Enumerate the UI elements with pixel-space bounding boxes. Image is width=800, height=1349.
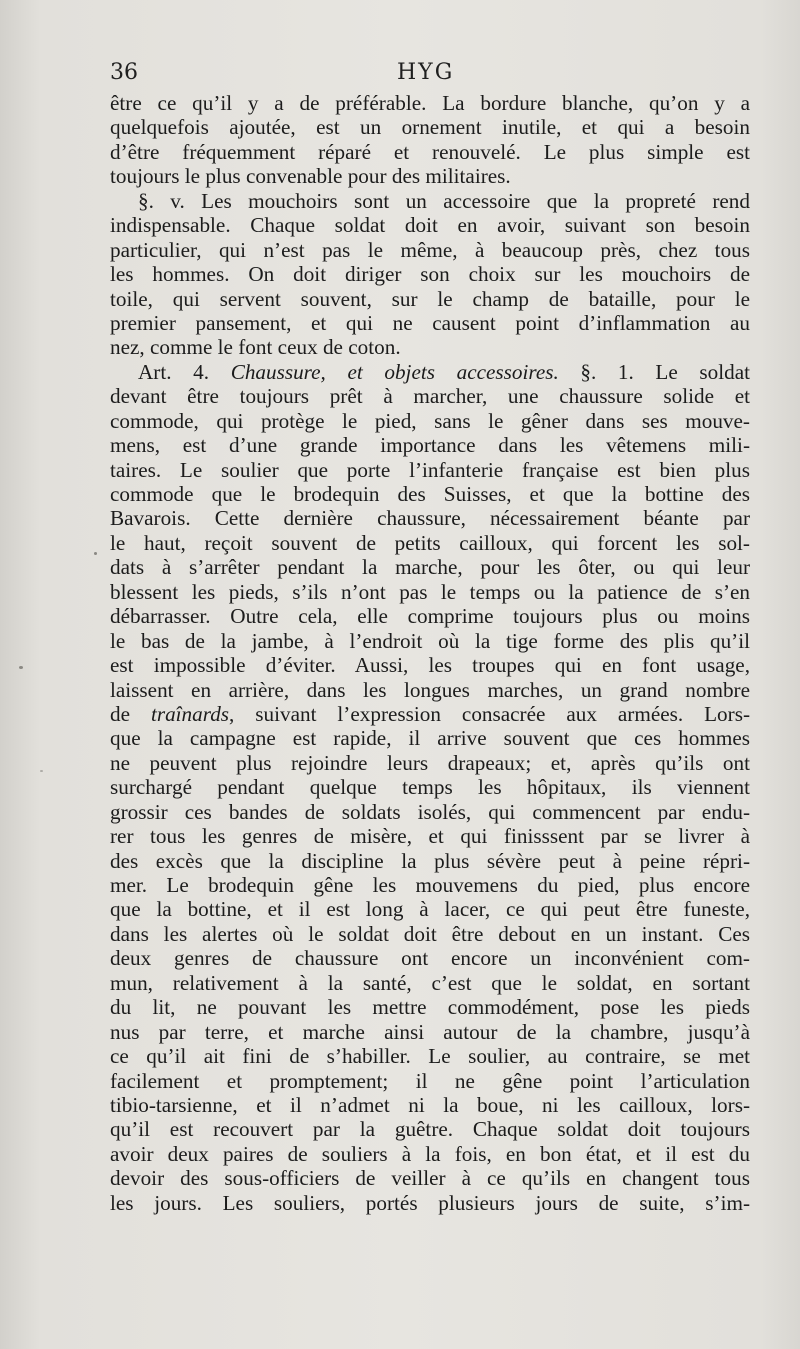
page-header (110, 60, 750, 94)
text-line: taires. Le soulier que porte l’infanterie française est bien plus (110, 457, 750, 482)
text-line: mer. Le brodequin gêne les mouvemens du pied, plus encore (110, 873, 750, 897)
text-line: devant être toujours prêt à marcher, une chaussure solide et (110, 384, 750, 409)
text-line: devoir des sous-officiers de veiller à ce qu’ils en changent tous (110, 1166, 750, 1191)
text-line: blessent les pieds, s’ils n’ont pas le temps ou la patience de s’en (110, 579, 750, 604)
italic-term: traînards (150, 701, 230, 726)
text-line: qu’il est recouvert par la guêtre. Chaque soldat doit toujours (110, 1117, 750, 1142)
text-line: commode que le brodequin des Suisses, et que la bottine des (110, 482, 750, 506)
article-heading-line (110, 360, 750, 384)
text-line: ce qu’il ait fini de s’habiller. Le soulier, au contraire, se met (110, 1044, 750, 1069)
body-text (110, 91, 750, 1215)
text-line: laissent en arrière, dans les longues marches, un grand nombre (110, 677, 750, 702)
text-line: deux genres de chaussure ont encore un inconvénient com- (110, 946, 750, 971)
text-line: mun, relativement à la santé, c’est que le soldat, en sortant (110, 970, 750, 995)
text-line: que la bottine, et il est long à lacer, ce qui peut être funeste, (110, 897, 750, 922)
text-line: dats à s’arrêter pendant la marche, pour les ôter, ou qui leur (110, 555, 750, 580)
text-line: grossir ces bandes de soldats isolés, qui commencent par endu- (110, 799, 750, 824)
text-line: ne peuvent plus rejoindre leurs drapeaux; et, après qu’ils ont (110, 750, 750, 775)
text-line: du lit, ne pouvant les mettre commodément, pose les pieds (110, 995, 750, 1020)
text-line: premier pansement, et qui ne causent point d’inflammation au (110, 310, 750, 335)
text-line: toujours le plus convenable pour des militaires. (110, 164, 511, 189)
text-line: débarrasser. Outre cela, elle comprime toujours plus ou moins (110, 604, 750, 629)
text-fragment: , suivant l’expression consacrée aux armées. Lors- (229, 701, 750, 726)
text-line: dans les alertes où le soldat doit être debout en un instant. Ces (110, 921, 750, 946)
paper-speck (19, 666, 23, 669)
article-title: Chaussure, et objets accessoires. (230, 359, 559, 384)
text-line: mens, est d’une grande importance dans les vêtemens mili- (110, 433, 750, 458)
text-line: particulier, qui n’est pas le même, à beaucoup près, chez tous (110, 237, 750, 262)
text-line: surchargé pendant quelque temps les hôpitaux, ils viennent (110, 775, 750, 800)
text-line: rer tous les genres de misère, et qui finisssent par se livrer à (110, 824, 750, 849)
text-line: avoir deux paires de souliers à la fois, en bon état, et il est du (110, 1141, 750, 1166)
text-line: est impossible d’éviter. Aussi, les troupes qui en font usage, (110, 653, 750, 678)
text-line: le haut, reçoit souvent de petits cailloux, qui forcent les sol- (110, 530, 750, 555)
page-number: 36 (110, 60, 138, 85)
text-line: indispensable. Chaque soldat doit en avoir, suivant son besoin (110, 213, 750, 238)
text-line: être ce qu’il y a de préférable. La bordure blanche, qu’on y a (110, 91, 750, 115)
text-line-with-italic (110, 702, 750, 726)
text-line: des excès que la discipline la plus sévère peut à peine répri- (110, 848, 750, 873)
text-line: nez, comme le font ceux de coton. (110, 335, 401, 360)
text-line: le bas de la jambe, à l’endroit où la tige forme des plis qu’il (110, 628, 750, 653)
text-line: tibio-tarsienne, et il n’admet ni la boue, ni les cailloux, lors- (110, 1092, 750, 1117)
text-line: que la campagne est rapide, il arrive souvent que ces hommes (110, 726, 750, 751)
text-line: Bavarois. Cette dernière chaussure, nécessairement béante par (110, 506, 750, 531)
article-number: Art. 4. (138, 359, 210, 384)
text-line: quelquefois ajoutée, est un ornement inutile, et qui a besoin (110, 115, 750, 140)
paper-speck (94, 552, 97, 555)
paper-speck (40, 770, 43, 772)
text-line: facilement et promptement; il ne gêne point l’articulation (110, 1068, 750, 1093)
text-fragment: de (110, 701, 130, 726)
section-start: §. 1. Le soldat (580, 359, 750, 384)
text-line: d’être fréquemment réparé et renouvelé. Le plus simple est (110, 139, 750, 164)
text-line: nus par terre, et marche ainsi autour de la chambre, jusqu’à (110, 1019, 750, 1044)
text-line: toile, qui servent souvent, sur le champ de bataille, pour le (110, 286, 750, 311)
text-line: §. v. Les mouchoirs sont un accessoire que la propreté rend (138, 188, 750, 213)
text-line: les hommes. On doit diriger son choix sur les mouchoirs de (110, 262, 750, 287)
text-line: les jours. Les souliers, portés plusieurs jours de suite, s’im- (110, 1190, 750, 1215)
text-line: commode, qui protège le pied, sans le gêner dans ses mouve- (110, 408, 750, 433)
running-head: HYG (397, 60, 455, 85)
